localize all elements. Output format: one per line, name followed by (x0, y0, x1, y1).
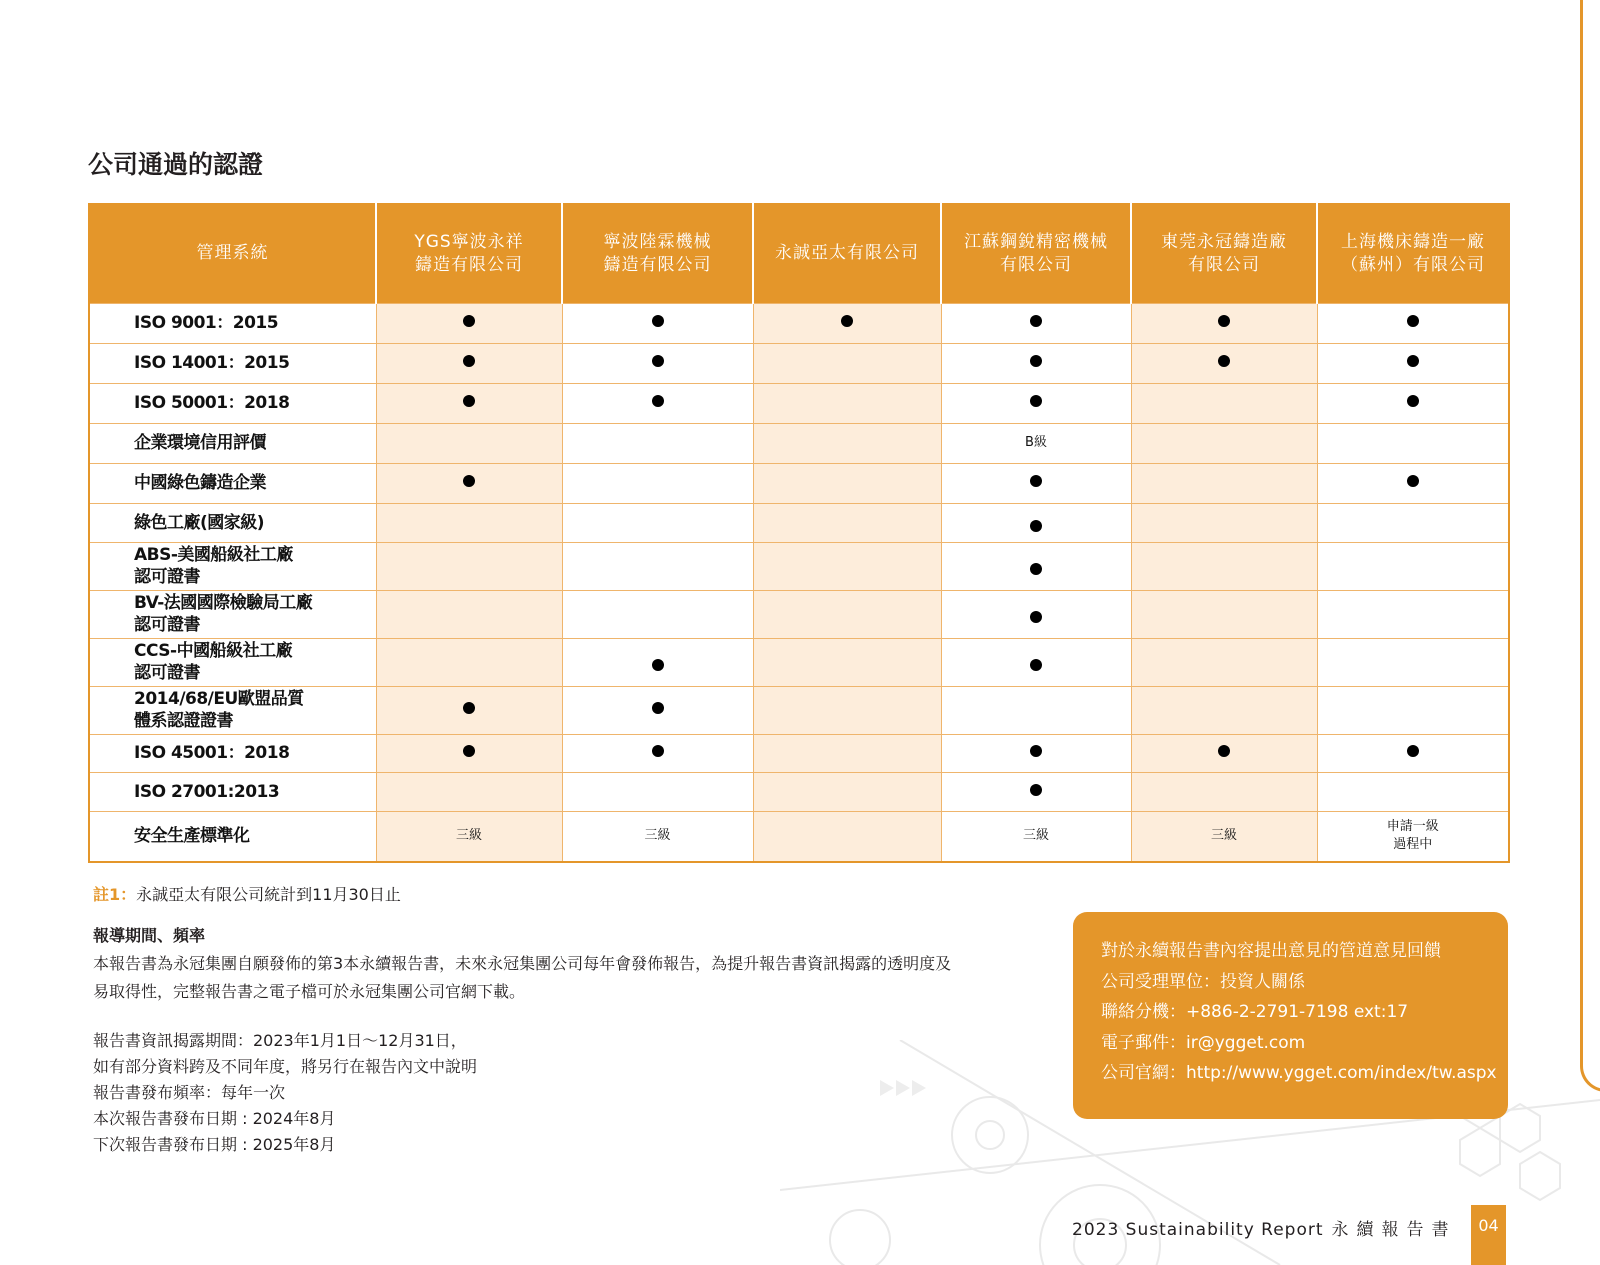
row-label: ISO 50001：2018 (89, 383, 376, 423)
row-label: BV-法國國際檢驗局工廠 認可證書 (89, 590, 376, 638)
report-period-heading: 報導期間、頻率 (93, 926, 206, 945)
table-cell (1131, 542, 1317, 590)
table-cell (376, 343, 562, 383)
footer-report-label-en: 2023 Sustainability Report (1072, 1220, 1324, 1240)
table-cell (1317, 303, 1509, 343)
table-cell (562, 343, 753, 383)
table-cell (376, 542, 562, 590)
table-cell (1131, 503, 1317, 542)
table-cell (376, 638, 562, 686)
table-cell (562, 463, 753, 503)
check-dot-icon (1030, 395, 1042, 407)
table-cell (1317, 772, 1509, 811)
table-row (89, 734, 1509, 772)
table-cell (562, 303, 753, 343)
check-dot-icon (463, 475, 475, 487)
table-cell (753, 503, 941, 542)
table-cell (376, 811, 562, 862)
check-dot-icon (1218, 745, 1230, 757)
table-cell (1317, 542, 1509, 590)
row-label: CCS-中國船級社工廠 認可證書 (89, 638, 376, 686)
row-label: 綠色工廠(國家級) (89, 503, 376, 542)
table-cell (941, 542, 1131, 590)
footer-report-label (1072, 1215, 1457, 1240)
table-cell (1317, 343, 1509, 383)
table-cell (1131, 343, 1317, 383)
cell-text: 申請一級 過程中 (1386, 819, 1439, 853)
row-label: 企業環境信用評價 (89, 423, 376, 463)
check-dot-icon (1407, 355, 1419, 367)
table-cell (1317, 638, 1509, 686)
row-label: ISO 9001：2015 (89, 303, 376, 343)
table-row (89, 590, 1509, 638)
table-cell (753, 383, 941, 423)
table-cell (1131, 686, 1317, 734)
section-title: 公司通過的認證 (88, 150, 264, 179)
check-dot-icon (1030, 784, 1042, 796)
table-cell (941, 423, 1131, 463)
table-cell (562, 772, 753, 811)
column-header-company: 東莞永冠鑄造廠 有限公司 (1131, 204, 1317, 303)
table-cell (753, 686, 941, 734)
table-row (89, 343, 1509, 383)
table-cell (1131, 303, 1317, 343)
table-cell (376, 423, 562, 463)
row-label: ABS-美國船級社工廠 認可證書 (89, 542, 376, 590)
table-cell (1131, 811, 1317, 862)
check-dot-icon (1407, 745, 1419, 757)
check-dot-icon (463, 702, 475, 714)
column-header-company: 寧波陸霖機械 鑄造有限公司 (562, 204, 753, 303)
table-cell (1131, 590, 1317, 638)
table-cell (376, 590, 562, 638)
table-cell (753, 423, 941, 463)
table-body (89, 303, 1509, 862)
row-label: 中國綠色鑄造企業 (89, 463, 376, 503)
table-cell (753, 590, 941, 638)
certification-table (88, 203, 1510, 863)
cell-text: 三級 (644, 828, 671, 844)
table-cell (941, 303, 1131, 343)
column-header-company: 江蘇鋼銳精密機械 有限公司 (941, 204, 1131, 303)
table-cell (753, 343, 941, 383)
row-label: 安全生產標準化 (89, 811, 376, 862)
check-dot-icon (1218, 315, 1230, 327)
check-dot-icon (1407, 395, 1419, 407)
period-line: 報告書資訊揭露期間：2023年1月1日～12月31日， (93, 1031, 467, 1050)
table-cell (941, 383, 1131, 423)
table-cell (753, 811, 941, 862)
table-cell (1131, 383, 1317, 423)
feedback-title: 對於永續報告書內容提出意見的管道意見回饋 (1101, 941, 1441, 961)
table-cell (1131, 638, 1317, 686)
table-cell (1131, 423, 1317, 463)
table-row (89, 463, 1509, 503)
table-header-row (89, 204, 1509, 303)
table-cell (753, 734, 941, 772)
check-dot-icon (652, 355, 664, 367)
check-dot-icon (463, 745, 475, 757)
table-row (89, 423, 1509, 463)
footer-report-label-zh: 永續報告書 (1331, 1220, 1457, 1240)
cell-text: B級 (1025, 435, 1047, 450)
table-cell (1317, 463, 1509, 503)
note-label: 註1： (93, 885, 137, 904)
table-cell (562, 811, 753, 862)
table-cell (1131, 772, 1317, 811)
column-header-system: 管理系統 (89, 204, 376, 303)
table-cell (1317, 734, 1509, 772)
table-cell (941, 590, 1131, 638)
period-line: 如有部分資料跨及不同年度，將另行在報告內文中說明 (93, 1057, 478, 1076)
table-cell (562, 686, 753, 734)
table-row (89, 542, 1509, 590)
table-cell (376, 734, 562, 772)
table-row (89, 503, 1509, 542)
table-cell (376, 383, 562, 423)
check-dot-icon (1030, 315, 1042, 327)
table-cell (753, 303, 941, 343)
cell-text: 三級 (455, 828, 482, 844)
table-cell (941, 638, 1131, 686)
table-cell (941, 811, 1131, 862)
note-text: 永誠亞太有限公司統計到11月30日止 (136, 885, 401, 904)
check-dot-icon (652, 659, 664, 671)
table-cell (1317, 503, 1509, 542)
table-row (89, 811, 1509, 862)
table-cell (941, 734, 1131, 772)
table-cell (376, 686, 562, 734)
feedback-contact-box (1073, 912, 1508, 1119)
check-dot-icon (841, 315, 853, 327)
check-dot-icon (1030, 659, 1042, 671)
table-cell (562, 383, 753, 423)
table-cell (376, 463, 562, 503)
table-cell (562, 503, 753, 542)
feedback-department: 公司受理單位：投資人關係 (1101, 971, 1305, 992)
feedback-phone: 聯絡分機：+886-2-2791-7198 ext:17 (1101, 1002, 1409, 1022)
table-cell (753, 772, 941, 811)
table-row (89, 383, 1509, 423)
table-cell (1317, 811, 1509, 862)
table-cell (1317, 423, 1509, 463)
row-label: ISO 45001：2018 (89, 734, 376, 772)
table-cell (753, 638, 941, 686)
check-dot-icon (652, 702, 664, 714)
table-cell (941, 772, 1131, 811)
table-cell (941, 503, 1131, 542)
column-header-company: 上海機床鑄造一廠 （蘇州）有限公司 (1317, 204, 1509, 303)
page-number: 04 (1471, 1205, 1506, 1265)
table-row (89, 303, 1509, 343)
table-cell (562, 590, 753, 638)
column-header-company: 永誠亞太有限公司 (753, 204, 941, 303)
table-cell (941, 463, 1131, 503)
report-period-details (93, 1028, 477, 1158)
next-publish-date-line: 下次報告書發布日期 : 2025年8月 (93, 1135, 336, 1154)
table-cell (753, 463, 941, 503)
column-header-company: YGS寧波永祥 鑄造有限公司 (376, 204, 562, 303)
table-cell (1131, 734, 1317, 772)
check-dot-icon (1030, 745, 1042, 757)
row-label: 2014/68/EU歐盟品質 體系認證證書 (89, 686, 376, 734)
table-cell (562, 734, 753, 772)
table-cell (1317, 590, 1509, 638)
table-cell (1317, 686, 1509, 734)
check-dot-icon (652, 745, 664, 757)
feedback-email[interactable]: 電子郵件：ir@ygget.com (1101, 1032, 1306, 1053)
check-dot-icon (463, 315, 475, 327)
check-dot-icon (1030, 355, 1042, 367)
table-cell (562, 638, 753, 686)
check-dot-icon (1407, 315, 1419, 327)
check-dot-icon (652, 395, 664, 407)
table-cell (562, 423, 753, 463)
side-tab-decoration (1580, 0, 1600, 1092)
check-dot-icon (1407, 475, 1419, 487)
check-dot-icon (652, 315, 664, 327)
check-dot-icon (1030, 520, 1042, 532)
table-cell (753, 542, 941, 590)
check-dot-icon (463, 395, 475, 407)
feedback-website[interactable]: 公司官網：http://www.ygget.com/index/tw.aspx (1101, 1063, 1497, 1083)
table-cell (1317, 383, 1509, 423)
row-label: ISO 14001：2015 (89, 343, 376, 383)
table-row (89, 772, 1509, 811)
table-cell (376, 303, 562, 343)
table-row (89, 686, 1509, 734)
cell-text: 三級 (1022, 828, 1049, 844)
check-dot-icon (1030, 475, 1042, 487)
check-dot-icon (463, 355, 475, 367)
report-paragraph: 本報告書為永冠集團自願發佈的第3本永續報告書，未來永冠集團公司每年會發佈報告，為提升報告書資訊揭露的透明度及易取得性，完整報告書之電子檔可於永冠集團公司官網下載。 (93, 954, 952, 1001)
row-label: ISO 27001:2013 (89, 772, 376, 811)
table-cell (376, 772, 562, 811)
check-dot-icon (1030, 563, 1042, 575)
check-dot-icon (1030, 611, 1042, 623)
table-row (89, 638, 1509, 686)
frequency-line: 報告書發布頻率：每年一次 (93, 1083, 286, 1102)
table-cell (562, 542, 753, 590)
publish-date-line: 本次報告書發布日期 : 2024年8月 (93, 1109, 336, 1128)
table-note (93, 882, 401, 905)
table-cell (1131, 463, 1317, 503)
table-cell (941, 343, 1131, 383)
table-cell (941, 686, 1131, 734)
table-cell (376, 503, 562, 542)
check-dot-icon (1218, 355, 1230, 367)
cell-text: 三級 (1210, 828, 1237, 844)
